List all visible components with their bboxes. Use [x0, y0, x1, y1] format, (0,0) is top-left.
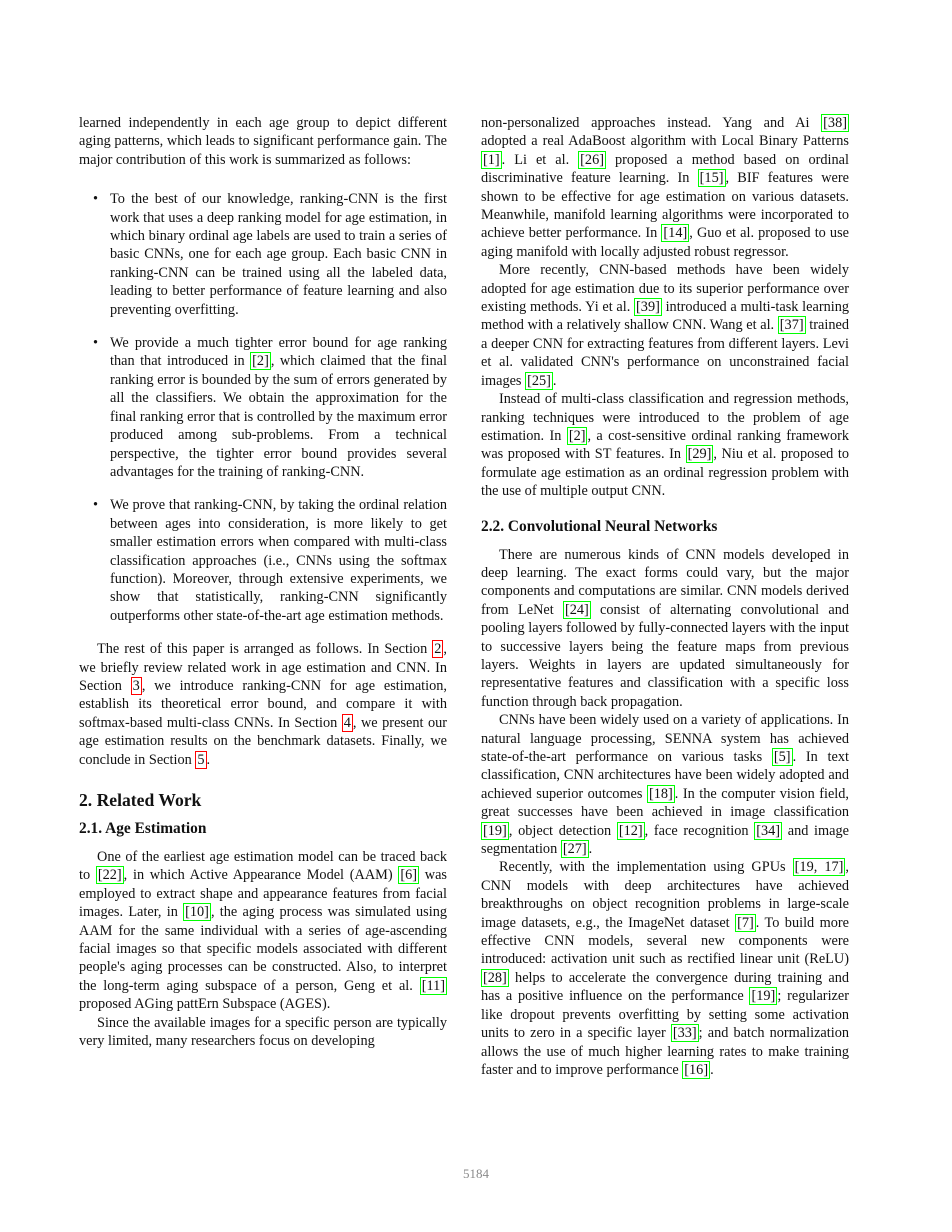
citation-link[interactable]: [38] — [823, 115, 847, 131]
bullet-icon: • — [93, 497, 99, 514]
list-item — [79, 496, 447, 625]
citation-link[interactable]: [18] — [648, 785, 673, 802]
citation-link[interactable]: [26] — [580, 151, 604, 168]
section-link[interactable]: 3 — [132, 677, 140, 694]
citation-link[interactable]: [7] — [737, 914, 754, 931]
body-paragraph: More recently, CNN-based methods have been widely adopted for age estimation due to its superior performance over existing methods. Yi et al. [39] introduced a multi-task learning method with a relatively shallow CNN. Wang et al. [37] trained a deeper CNN for extracting features from different layers. Levi et al. validated CNN's performance on unconstrained facial images [25] . — [481, 262, 849, 389]
citation-link[interactable]: [10] — [185, 904, 209, 921]
subsection-heading: 2.1. Age Estimation — [79, 820, 207, 837]
citation-link[interactable]: [22] — [97, 867, 122, 884]
body-paragraph: non-personalized approaches instead. Yang and Ai [38] adopted a real AdaBoost algorithm with Local Binary Patterns [1] . Li et al. [26] proposed a method based on ordinal discriminative feature learning. In [15] , BIF features were shown to be effective for age estimation on various datasets. Meanwhile, manifold learning algorithms were incorporated to achieve better performance. In [14] , Guo et al. proposed to use aging manifold with locally adjusted robust regressor. — [481, 115, 849, 260]
intro-paragraph: learned independently in each age group to depict different aging patterns, which leads to significant performance gain. The major contribution of this work is summarized as follows: — [79, 115, 447, 168]
citation-link[interactable]: [2] — [568, 427, 586, 444]
section-heading: 2. Related Work — [79, 790, 202, 810]
bullet-icon: • — [93, 335, 99, 352]
citation-link[interactable]: [1] — [483, 151, 500, 168]
citation-link[interactable]: [27] — [562, 841, 587, 858]
body-paragraph: One of the earliest age estimation model can be traced back to [22] , in which Active Appearance Model (AAM) [6] was employed to extract shape and appearance features from facial images. Later, in [10] , the aging process was simulated using AAM for the same individual with a series of age-ascending facial images so that specific models associated with different people's aging processes can be constructed. Also, to interpret the long-term aging subspace of a person, Geng et al. [11] proposed AGing pattErn Subspace (AGES). — [79, 849, 447, 1013]
citation-link[interactable]: [24] — [564, 601, 589, 618]
list-item — [79, 334, 447, 481]
citation-link[interactable]: [5] — [773, 749, 791, 765]
citation-link[interactable]: [29] — [687, 446, 712, 463]
citation-link[interactable]: [28] — [483, 969, 507, 986]
citation-link[interactable]: [25] — [527, 372, 551, 389]
citation-link[interactable]: [33] — [672, 1025, 697, 1042]
body-paragraph: Recently, with the implementation using GPUs [19, 17] , CNN models with deep architectures have achieved breakthroughs on object recognition problems in large-scale image datasets, e.g., the ImageNet dataset [7] . To build more effective CNN models, several new components were introduced: activation unit such as rectified linear unit (ReLU) [28] helps to accelerate the convergence during training and has a positive influence on the performance [19] ; regularizer like dropout prevents overfitting by setting some activation units to zero in a specific layer [33] ; and batch normalization allows the use of much higher learning rates to make training faster and to improve performance [16] . — [481, 859, 849, 1078]
page-number: 5184 — [463, 1166, 489, 1181]
citation-link[interactable]: [19] — [751, 988, 776, 1005]
citation-link[interactable]: [2] — [252, 353, 269, 370]
citation-link[interactable]: [19, 17] — [794, 859, 844, 876]
right-column — [481, 114, 849, 1079]
body-paragraph: Instead of multi-class classification and regression methods, ranking techniques were introduced to the problem of age estimation. In [2] , a cost-sensitive ordinal ranking framework was proposed with ST features. In [29] , Niu et al. proposed to formulate age estimation as an ordinal regression problem with the use of multiple output CNN. — [481, 391, 850, 500]
list-item-text: , which claimed that the final ranking error is bounded by the sum of errors generated by all the classifiers. We obtain the approximation for the final ranking error that is controlled by the maximum error produced among sub-problems. From a technical perspective, the tighter error bound provides several advantages for the training of ranking-CNN. — [110, 353, 447, 480]
body-paragraph: Since the available images for a specific person are typically very limited, many researchers focus on developing — [79, 1014, 447, 1050]
citation-link[interactable]: [15] — [699, 170, 724, 187]
contributions-list — [79, 190, 447, 625]
citation-link[interactable]: [37] — [779, 317, 804, 334]
citation-link[interactable]: [39] — [636, 299, 660, 316]
body-paragraph: There are numerous kinds of CNN models developed in deep learning. The exact forms could vary, but the major components and computations are similar. CNN models derived from LeNet [24] consist of alternating convolutional and pooling layers followed by fully-connected layers with the input to successive layers being the feature maps from previous layers. Weights in layers are updated simultaneously for representative features and classification with a specific loss function through back propagation. — [481, 546, 849, 710]
list-item — [79, 190, 447, 319]
left-column — [79, 114, 447, 1050]
list-item-text: To the best of our knowledge, ranking-CNN is the first work that uses a deep ranking model for age estimation, in which binary ordinal age labels are used to train a series of basic CNNs, one for each age group. Each basic CNN in ranking-CNN can be trained using all the labeled data, leading to better performance of feature learning and also preventing overfitting. — [110, 191, 447, 318]
bullet-icon: • — [93, 191, 99, 208]
citation-link[interactable]: [14] — [663, 225, 688, 242]
list-item-text: We provide a much tighter error bound for age ranking than that introduced in — [110, 335, 447, 370]
body-paragraph: CNNs have been widely used on a variety of applications. In natural language processing, SENNA system has achieved state-of-the-art performance on various tasks [5] . In text classification, CNN architectures have been widely adopted and achieved superior outcomes [18] . In the computer vision field, great successes have been achieved in image classification [19] , object detection [12] , face recognition [34] and image segmentation [27] . — [481, 712, 849, 858]
citation-link[interactable]: [19] — [483, 822, 507, 839]
citation-link[interactable]: [16] — [684, 1061, 709, 1078]
citation-link[interactable]: [11] — [421, 977, 445, 994]
citation-link[interactable]: [12] — [618, 822, 643, 839]
subsection-heading: 2.2. Convolutional Neural Networks — [481, 517, 718, 535]
section-link[interactable]: 5 — [197, 751, 205, 768]
section-link[interactable]: 2 — [434, 641, 442, 658]
citation-link[interactable]: [34] — [756, 822, 781, 839]
citation-link[interactable]: [6] — [400, 867, 418, 884]
paper-outline-paragraph: The rest of this paper is arranged as follows. In Section 2 , we briefly review related work in age estimation and CNN. In Section 3 , we introduce ranking-CNN for age estimation, establish its theoretical error bound, and compare it with softmax-based multi-class CNNs. In Section 4 , we present our age estimation results on the benchmark datasets. Finally, we conclude in Section 5 . — [79, 641, 447, 768]
list-item-text: We prove that ranking-CNN, by taking the ordinal relation between ages into consideration, is more likely to get smaller estimation errors when compared with multi-class classification approaches (i.e., CNNs using the softmax function). Moreover, through extensive experiments, we show that statistically, ranking-CNN significantly outperforms other state-of-the-art age estimation methods. — [110, 497, 447, 624]
section-link[interactable]: 4 — [343, 714, 351, 731]
